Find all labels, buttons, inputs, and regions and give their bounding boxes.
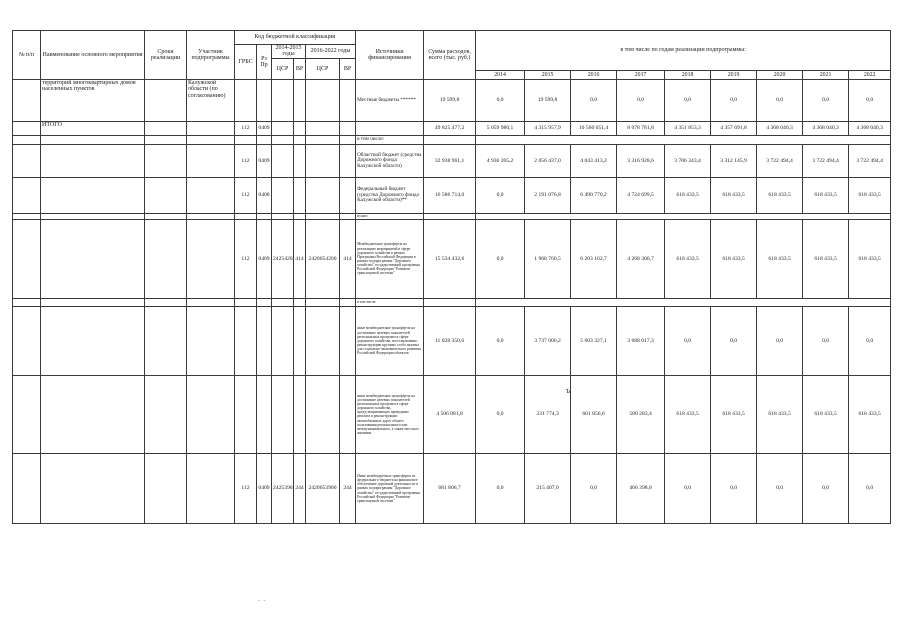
table-row — [13, 79, 891, 121]
year-value: 0,0 — [803, 79, 849, 121]
row-source: иные межбюджетные трансферты на достижение целевых показателей региональных программ в сфере дорожного хозяйства, восстановление, реконструкцию крупных особо важных для социально-экономического развития Российской Федерации объектов — [356, 306, 424, 375]
row-rzpr: 0409 — [257, 121, 272, 135]
col-vr2-header: ВР — [340, 58, 356, 79]
row-vr2: 244 — [340, 453, 356, 523]
year-value: 0,0 — [849, 453, 891, 523]
table-row — [13, 306, 891, 375]
year-value: 4 315 957,9 — [525, 121, 571, 135]
year-value: 618 433,5 — [849, 375, 891, 453]
year-header: 2020 — [757, 70, 803, 79]
row-grbs: 112 — [235, 144, 257, 177]
year-header: 2019 — [711, 70, 757, 79]
col-rzpr-header: Рз Пр — [257, 45, 272, 80]
table-row — [13, 219, 891, 298]
year-value: 0,0 — [665, 453, 711, 523]
year-value: 2 191 076,8 — [525, 177, 571, 213]
col-name-header: Наименование основного мероприятия — [41, 31, 145, 80]
year-header: 2018 — [665, 70, 711, 79]
year-header: 2015 — [525, 70, 571, 79]
year-value: 19 599,8 — [525, 79, 571, 121]
total-row — [13, 121, 891, 135]
year-header: 2022 — [849, 70, 891, 79]
col-budget-code-header: Код бюджетной классификации — [235, 31, 356, 45]
year-value: 6 490 770,2 — [571, 177, 617, 213]
table-row — [13, 144, 891, 177]
year-value: 3 737 006,2 — [525, 306, 571, 375]
col-years-group-header: в том числе по годам реализации подпрограммы: — [476, 31, 891, 71]
year-value: 0,0 — [849, 306, 891, 375]
year-value: 0,0 — [757, 306, 803, 375]
year-value: 0,0 — [476, 219, 525, 298]
dash-line: - - — [258, 598, 267, 604]
row-grbs: 112 — [235, 453, 257, 523]
col-csr-header: ЦСР — [272, 58, 294, 79]
year-value: 4 043 413,2 — [571, 144, 617, 177]
col-terms-header: Сроки реализации — [145, 31, 187, 80]
year-value: 231 774,3 — [525, 375, 571, 453]
row-name: территорий многоквартирных домов населенных пунктов — [41, 79, 145, 121]
year-value: 0,0 — [757, 453, 803, 523]
col-participant-header: Участник подпрограммы — [187, 31, 235, 80]
row-source: Межбюджетные трансферты на реализацию мероприятий в сфере дорожного хозяйства в рамках Программы Российской Федерации в рамках подпрограммы "Дорожное хозяйство" государственной программы Российской Федерации "Развитие транспортной системы" — [356, 219, 424, 298]
col-vr-header: ВР — [294, 58, 306, 79]
row-source: Областной бюджет (средства Дорожного фонда Калужской области) — [356, 144, 424, 177]
row-source: Федеральный бюджет (средства Дорожного фонда Калужской области)** — [356, 177, 424, 213]
year-value: 3 688 017,3 — [617, 306, 665, 375]
year-value: 618 433,5 — [803, 177, 849, 213]
year-value: 3 722 494,4 — [849, 144, 891, 177]
row-total: 16 586 714,0 — [424, 177, 476, 213]
year-value: 3 706 343,4 — [665, 144, 711, 177]
year-value: 2 056 437,0 — [525, 144, 571, 177]
year-value: 0,0 — [476, 375, 525, 453]
table-row — [13, 453, 891, 523]
col-grbs-header: ГРБС — [235, 45, 257, 80]
row-vr2: 414 — [340, 219, 356, 298]
year-value: 618 433,5 — [665, 177, 711, 213]
year-value: 4 368 040,3 — [803, 121, 849, 135]
row-csr: 2425390 — [272, 453, 294, 523]
year-value: 0,0 — [711, 79, 757, 121]
col-sum-header: Сумма расходов, всего (тыс. руб.) — [424, 31, 476, 80]
year-value: 0,0 — [711, 453, 757, 523]
row-source: в том числе: — [356, 135, 424, 144]
table-row — [13, 177, 891, 213]
year-value: 0,0 — [803, 453, 849, 523]
year-value: 5 603 327,1 — [571, 306, 617, 375]
year-value: 0,0 — [476, 79, 525, 121]
row-csr2: 2420054200 — [306, 219, 340, 298]
row-total: 49 825 477,2 — [424, 121, 476, 135]
year-value: 5 059 980,1 — [476, 121, 525, 135]
row-grbs: 112 — [235, 177, 257, 213]
col-source-header: Источники финансирования — [356, 31, 424, 80]
year-value: 4 724 699,5 — [617, 177, 665, 213]
year-value: 4 368 040,3 — [757, 121, 803, 135]
year-value: 4 368 040,3 — [849, 121, 891, 135]
year-value: 3 722 494,4 — [757, 144, 803, 177]
year-value: 618 433,5 — [711, 375, 757, 453]
year-value: 10 560 051,4 — [571, 121, 617, 135]
year-value: 618 433,5 — [665, 375, 711, 453]
year-value: 0,0 — [476, 177, 525, 213]
row-participant: Калужской области (по согласованию) — [187, 79, 235, 121]
year-value: 4 936 205,2 — [476, 144, 525, 177]
year-value: 0,0 — [803, 306, 849, 375]
year-value: 618 433,5 — [803, 219, 849, 298]
year-value: 3 316 928,6 — [617, 144, 665, 177]
year-header: 2017 — [617, 70, 665, 79]
year-value: 0,0 — [849, 79, 891, 121]
row-rzpr: 0409 — [257, 144, 272, 177]
year-value: 0,0 — [571, 79, 617, 121]
year-value: 4 268 300,7 — [617, 219, 665, 298]
row-total: 681 806,7 — [424, 453, 476, 523]
year-value: 580 283,4 — [617, 375, 665, 453]
budget-table — [12, 30, 891, 524]
row-source: иные межбюджетные трансферты на достижение целевых показателей региональных программ в сфере дорожного хозяйства, предусматривающих проведение ремонта и реконструкции автомобильных дорог общего пользования регионального или межмуниципального, а также местного значения — [356, 375, 424, 453]
year-header: 2016 — [571, 70, 617, 79]
year-value: 618 433,5 — [757, 375, 803, 453]
col-csr2-header: ЦСР — [306, 58, 340, 79]
row-total: 11 028 350,6 — [424, 306, 476, 375]
row-grbs: 112 — [235, 219, 257, 298]
col-period-2016-header: 2016-2022 годы — [306, 45, 356, 59]
year-value: 618 433,5 — [665, 219, 711, 298]
pen-mark: ъ — [566, 386, 571, 395]
row-source: в том числе: — [356, 298, 424, 306]
row-vr: 414 — [294, 219, 306, 298]
year-value: 618 433,5 — [757, 177, 803, 213]
year-value: 0,0 — [617, 79, 665, 121]
year-value: 618 433,5 — [757, 219, 803, 298]
year-value: 0,0 — [476, 453, 525, 523]
year-value: 3 312 145,9 — [711, 144, 757, 177]
year-header: 2014 — [476, 70, 525, 79]
row-total: 19 599,8 — [424, 79, 476, 121]
year-value: 8 078 781,8 — [617, 121, 665, 135]
row-rzpr: 0409 — [257, 453, 272, 523]
year-value: 215 407,0 — [525, 453, 571, 523]
year-value: 4 351 853,3 — [665, 121, 711, 135]
year-value: 4 357 691,8 — [711, 121, 757, 135]
row-csr: 2425420 — [272, 219, 294, 298]
year-value: 618 433,5 — [849, 219, 891, 298]
year-value: 618 433,5 — [711, 219, 757, 298]
row-source: Иные межбюджетные трансферты из федерального бюджета на финансовое обеспечение дорожной деятельности в рамках подпрограммы "Дорожное хозяйство" государственной программы Российской Федерации "Развитие транспортной системы" — [356, 453, 424, 523]
year-value: 0,0 — [757, 79, 803, 121]
year-header: 2021 — [803, 70, 849, 79]
year-value: 0,0 — [665, 306, 711, 375]
year-value: 618 433,5 — [711, 177, 757, 213]
year-value: 0,0 — [665, 79, 711, 121]
table-row — [13, 375, 891, 453]
col-num-header: № п/п — [13, 31, 41, 80]
year-value: 0,0 — [476, 306, 525, 375]
row-rzpr: 0409 — [257, 219, 272, 298]
row-csr2: 2420053900 — [306, 453, 340, 523]
year-value: 618 433,5 — [803, 375, 849, 453]
year-value: 0,0 — [711, 306, 757, 375]
col-period-2014-header: 2014-2015 годы — [272, 45, 306, 59]
year-value: 3 722 494,4 — [803, 144, 849, 177]
row-total: 4 506 081,8 — [424, 375, 476, 453]
row-grbs: 112 — [235, 121, 257, 135]
year-value: 618 433,5 — [849, 177, 891, 213]
row-source: Местные бюджеты ****** — [356, 79, 424, 121]
table-row — [13, 135, 891, 144]
header-row-1 — [13, 31, 891, 45]
table-row — [13, 298, 891, 306]
row-name: ИТОГО — [41, 121, 145, 135]
row-source: из них: — [356, 213, 424, 219]
row-rzpr: 0408 — [257, 177, 272, 213]
year-value: 0,0 — [571, 453, 617, 523]
row-total: 15 534 432,6 — [424, 219, 476, 298]
row-total: 32 938 961,1 — [424, 144, 476, 177]
year-value: 466 398,8 — [617, 453, 665, 523]
year-value: 6 203 162,7 — [571, 219, 617, 298]
year-value: 601 856,6 — [571, 375, 617, 453]
row-vr: 244 — [294, 453, 306, 523]
year-value: 1 968 760,5 — [525, 219, 571, 298]
